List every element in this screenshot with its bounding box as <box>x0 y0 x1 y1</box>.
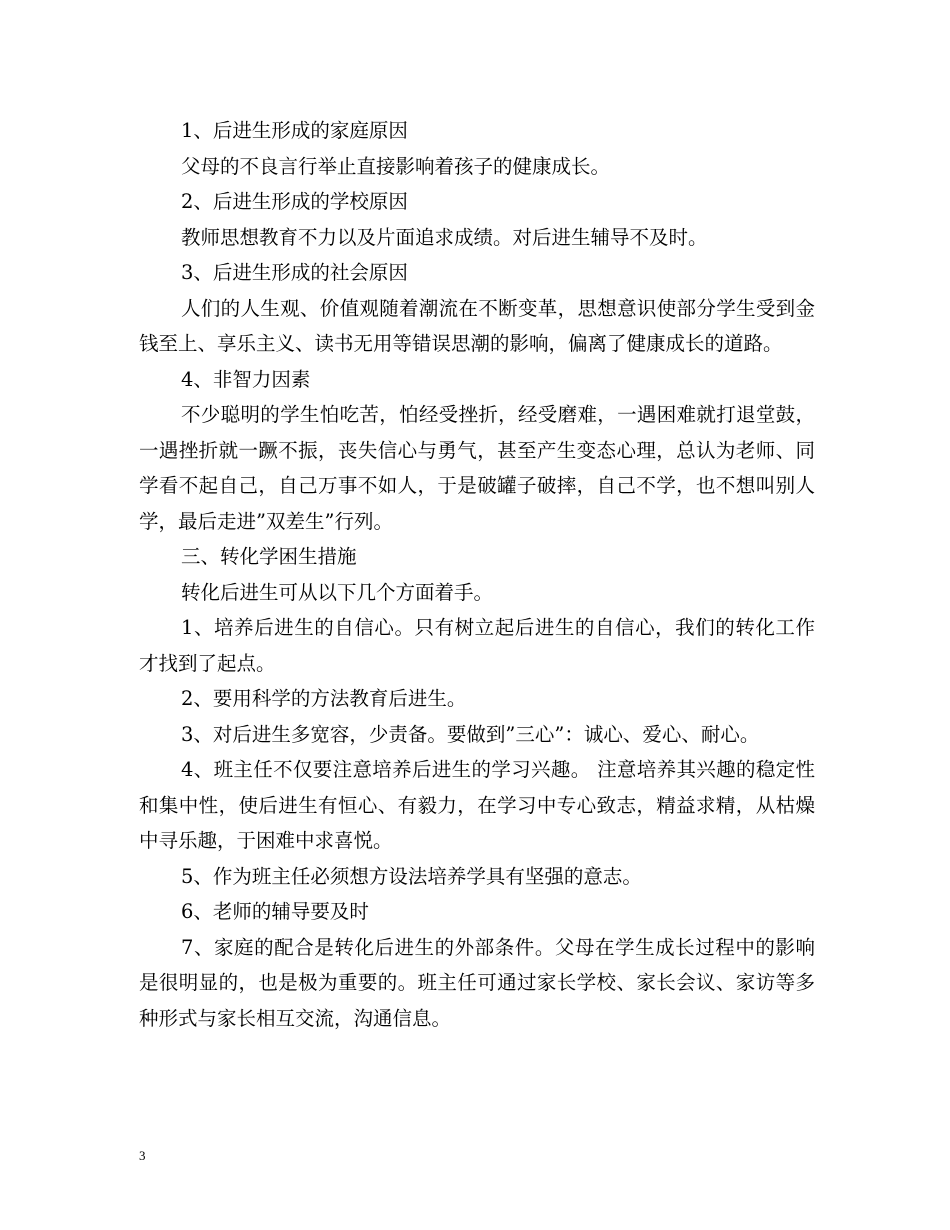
paragraph-measures-intro: 转化后进生可从以下几个方面着手。 <box>181 580 494 604</box>
measure-item-5: 5、作为班主任必须想方设法培养学具有坚强的意志。 <box>181 864 642 888</box>
document-body <box>139 113 815 1036</box>
heading-social-causes: 3、后进生形成的社会原因 <box>181 261 408 284</box>
heading-school-causes: 2、后进生形成的学校原因 <box>181 190 408 213</box>
measure-item-4: 4、班主任不仅要注意培养后进生的学习兴趣。 注意培养其兴趣的稳定性和集中性，使后进生有恒心、有毅力，在学习中专心致志，精益求精，从枯燥中寻乐趣，于困难中求喜悦。 <box>139 758 815 852</box>
measure-item-2: 2、要用科学的方法教育后进生。 <box>181 687 467 710</box>
measure-item-1: 1、培养后进生的自信心。只有树立起后进生的自信心，我们的转化工作才找到了起点。 <box>139 616 815 675</box>
heading-family-causes: 1、后进生形成的家庭原因 <box>181 119 408 142</box>
page-number: 3 <box>139 1148 146 1163</box>
paragraph-family-causes: 父母的不良言行举止直接影响着孩子的健康成长。 <box>181 154 611 178</box>
measure-item-3: 3、对后进生多宽容，少责备。要做到”三心”：诚心、爱心、耐心。 <box>181 722 760 746</box>
paragraph-non-intellectual-factors: 不少聪明的学生怕吃苦，怕经受挫折，经受磨难，一遇困难就打退堂鼓，一遇挫折就一蹶不振，丧失信心与勇气，甚至产生变态心理，总认为老师、同学看不起自己，自己万事不如人，于是破罐子破摔，自己不学，也不想叫别人学，最后走进”双差生”行列。 <box>139 403 815 533</box>
paragraph-school-causes: 教师思想教育不力以及片面追求成绩。对后进生辅导不及时。 <box>181 225 708 249</box>
measure-item-6: 6、老师的辅导要及时 <box>181 900 369 923</box>
section-heading-measures: 三、转化学困生措施 <box>181 545 357 568</box>
paragraph-social-causes: 人们的人生观、价值观随着潮流在不断变革，思想意识使部分学生受到金钱至上、享乐主义、读书无用等错误思潮的影响，偏离了健康成长的道路。 <box>139 296 815 355</box>
heading-non-intellectual-factors: 4、非智力因素 <box>181 367 311 391</box>
measure-item-7: 7、家庭的配合是转化后进生的外部条件。父母在学生成长过程中的影响是很明显的，也是极为重要的。班主任可通过家长学校、家长会议、家访等多种形式与家长相互交流，沟通信息。 <box>139 935 815 1030</box>
